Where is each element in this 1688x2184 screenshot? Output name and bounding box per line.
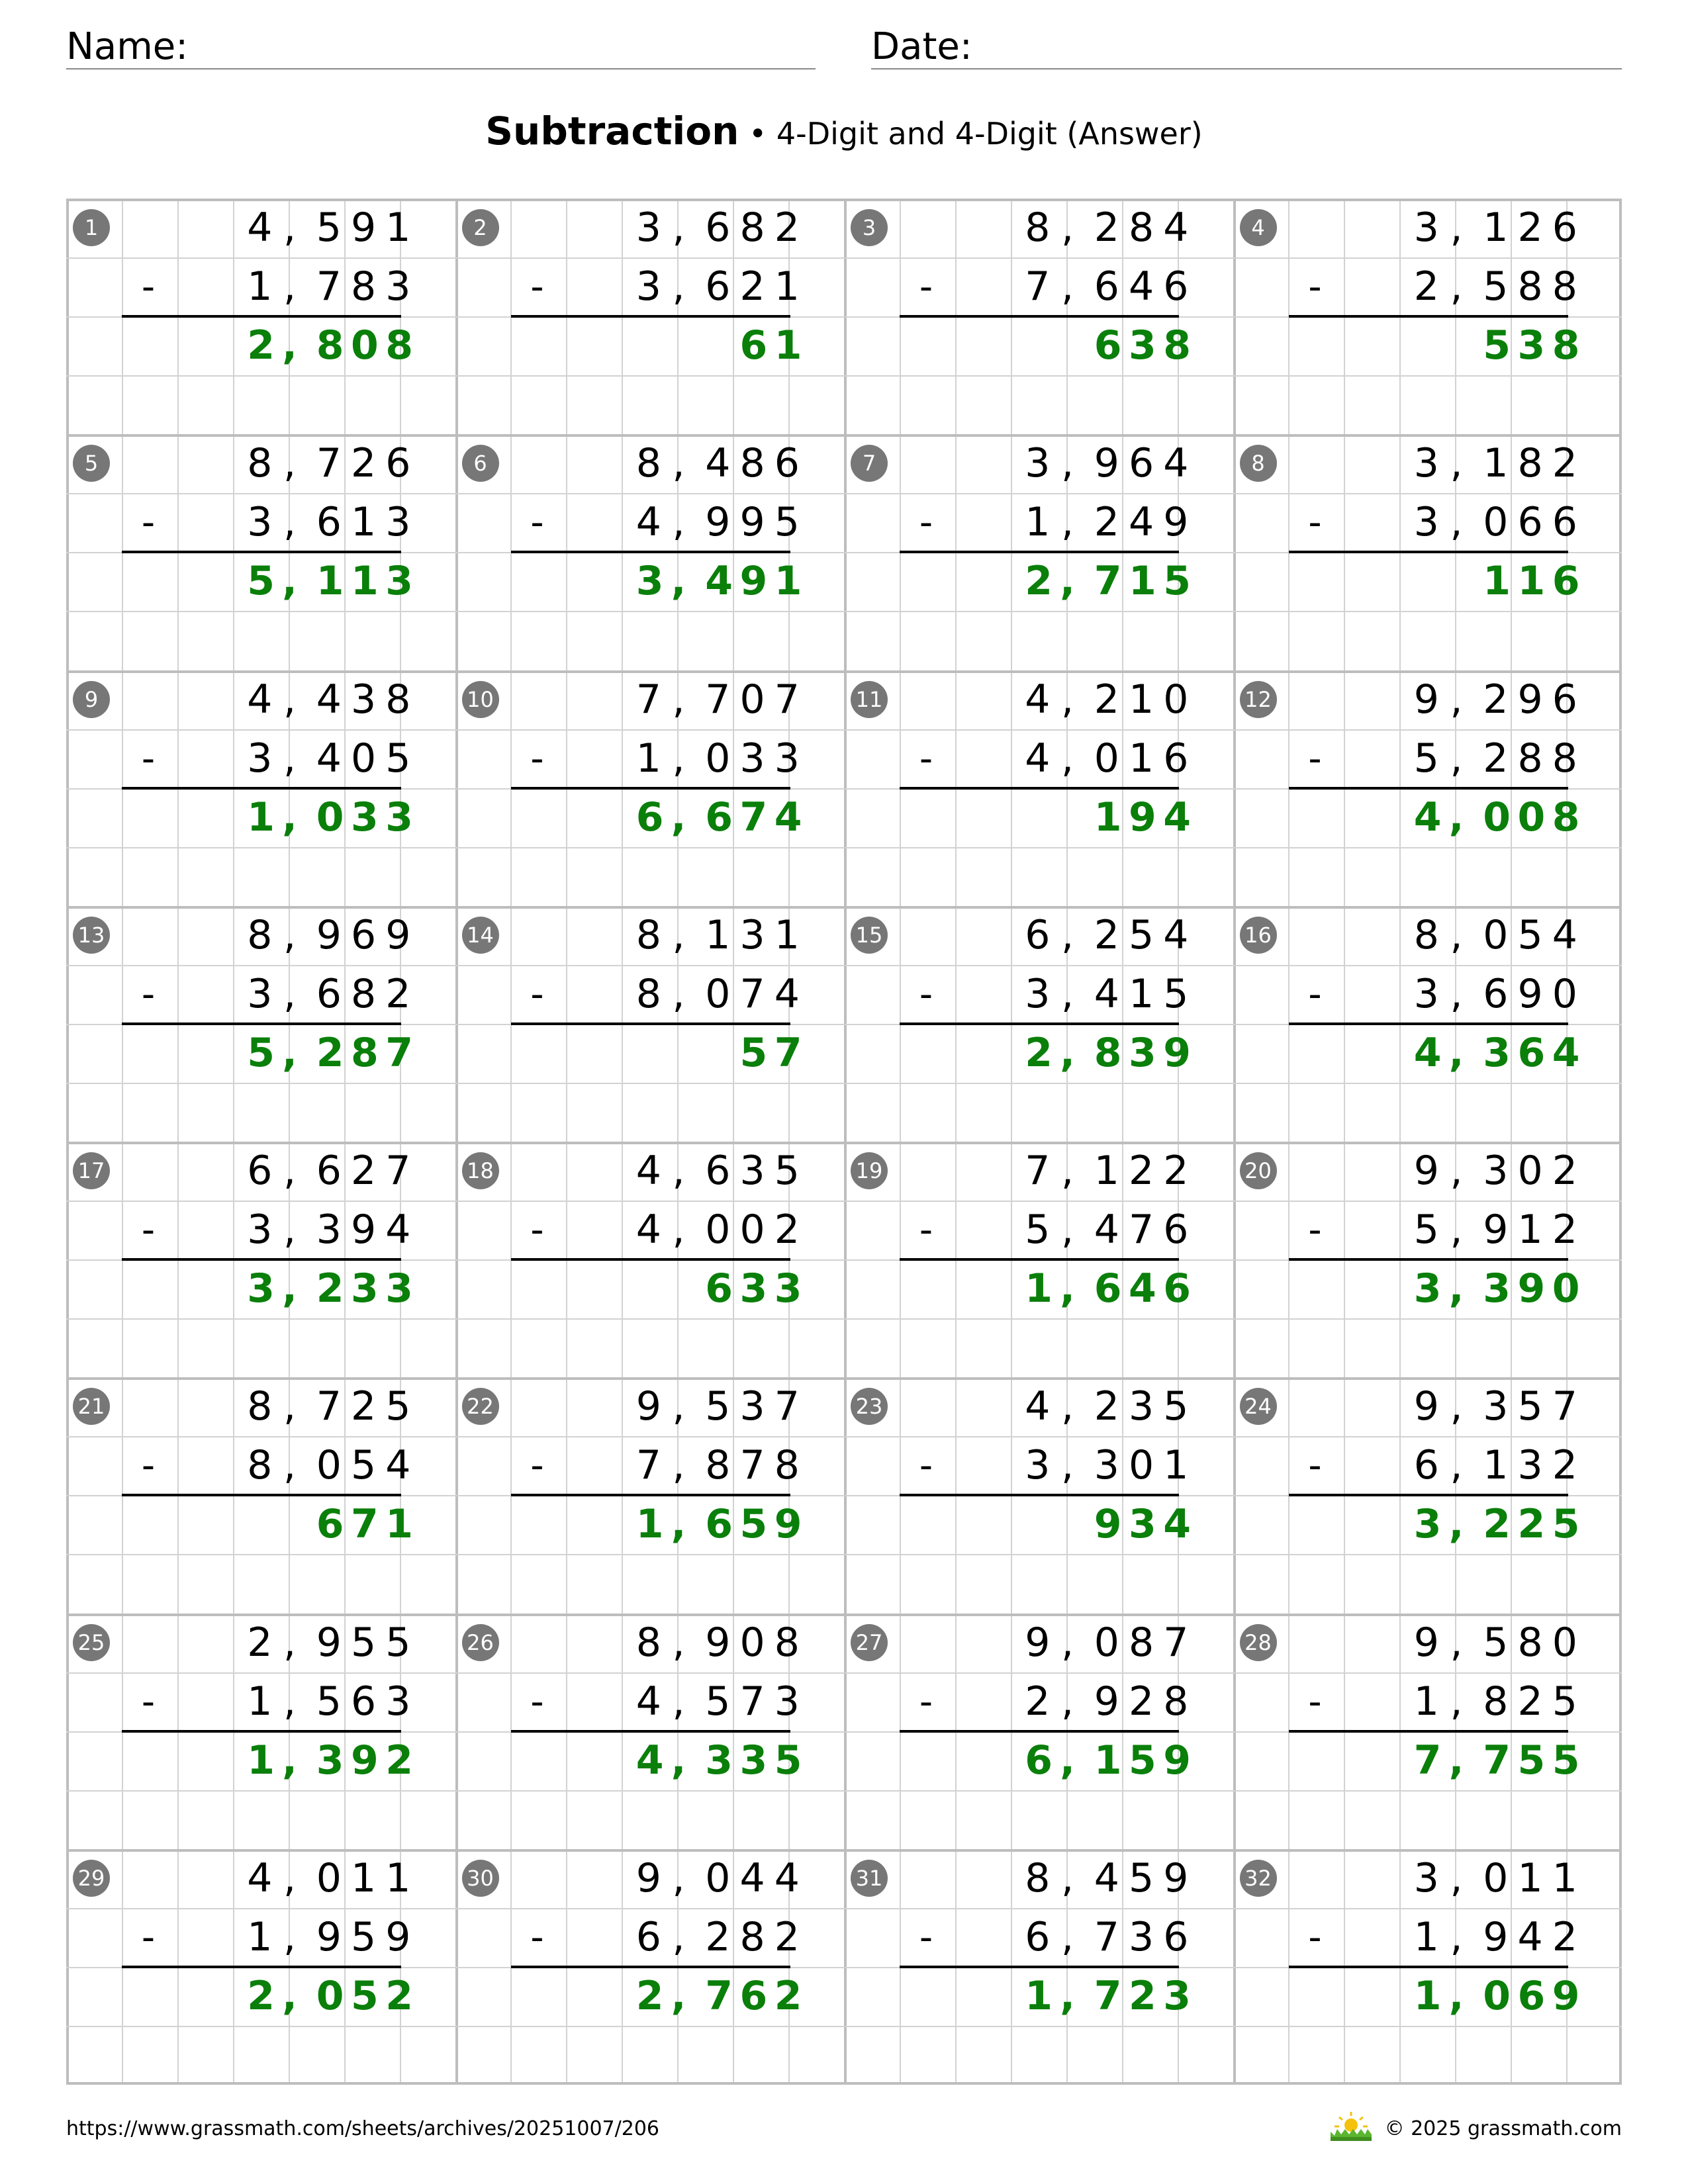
minuend: 8 , 4 5 9 [1025,1854,1189,1901]
problem-number-badge: 12 [1240,681,1277,718]
subtrahend: 1 , 7 8 3 [247,263,411,310]
problem-14 [455,906,845,1142]
minuend: 8 , 1 3 1 [635,911,800,958]
answer: 6 , 6 7 4 [635,794,802,841]
subtrahend: 2 , 9 2 8 [1025,1678,1189,1725]
problem-12 [1233,670,1622,906]
problem-number-badge: 4 [1240,209,1277,246]
answer: 5 3 8 [1483,322,1580,369]
minus-sign: - [530,1915,544,1959]
problem-21 [66,1377,455,1613]
minus-sign: - [1308,1915,1322,1959]
subtrahend: 1 , 0 3 3 [635,735,800,782]
problem-number-badge: 21 [73,1388,110,1425]
answer: 6 3 3 [705,1265,802,1312]
date-line [871,68,1622,69]
subtrahend: 5 , 9 1 2 [1413,1206,1577,1253]
problem-number-badge: 7 [851,445,888,482]
answer: 1 1 6 [1483,558,1580,605]
minuend: 3 , 0 1 1 [1413,1854,1577,1901]
subtrahend: 8 , 0 5 4 [247,1442,411,1489]
minuend: 9 , 0 4 4 [635,1854,800,1901]
subtrahend: 7 , 6 4 6 [1025,263,1189,310]
minus-sign: - [530,501,544,545]
minus-sign: - [919,1680,933,1723]
minus-sign: - [530,1208,544,1252]
problem-number-badge: 18 [462,1152,499,1189]
answer: 5 , 1 1 3 [247,558,413,605]
problem-17 [66,1142,455,1377]
footer-copyright: © 2025 grassmath.com [1384,2117,1622,2140]
answer: 3 , 3 9 0 [1413,1265,1580,1312]
minuend: 4 , 2 1 0 [1025,676,1189,723]
minuend: 8 , 7 2 6 [247,440,411,487]
minus-sign: - [141,1915,156,1959]
problem-number-badge: 5 [73,445,110,482]
subtrahend: 4 , 0 0 2 [635,1206,800,1253]
minuend: 9 , 3 0 2 [1413,1148,1577,1195]
title-subtitle: • 4-Digit and 4-Digit (Answer) [739,116,1203,152]
minus-sign: - [530,265,544,309]
subtrahend: 3 , 0 6 6 [1413,499,1577,546]
footer-url: https://www.grassmath.com/sheets/archives/20251007/206 [66,2117,660,2140]
answer: 3 , 2 3 3 [247,1265,413,1312]
problem-number-badge: 10 [462,681,499,718]
problem-20 [1233,1142,1622,1377]
problem-25 [66,1614,455,1849]
minus-sign: - [919,972,933,1016]
minuend: 9 , 2 9 6 [1413,676,1577,723]
minuend: 4 , 0 1 1 [247,1854,411,1901]
minuend: 8 , 0 5 4 [1413,911,1577,958]
minus-sign: - [141,737,156,780]
worksheet-title [0,105,1688,167]
minuend: 3 , 1 2 6 [1413,205,1577,251]
subtrahend: 6 , 1 3 2 [1413,1442,1577,1489]
answer: 2 , 7 1 5 [1025,558,1191,605]
problem-6 [455,434,845,670]
problem-26 [455,1614,845,1849]
minus-sign: - [919,265,933,309]
problem-27 [844,1614,1233,1849]
problem-number-badge: 31 [851,1860,888,1897]
minuend: 4 , 5 9 1 [247,205,411,251]
answer: 7 , 7 5 5 [1413,1737,1580,1784]
minus-sign: - [141,972,156,1016]
problem-10 [455,670,845,906]
subtrahend: 3 , 4 0 5 [247,735,411,782]
minuend: 3 , 9 6 4 [1025,440,1189,487]
minus-sign: - [141,265,156,309]
problem-number-badge: 13 [73,917,110,954]
problem-15 [844,906,1233,1142]
name-label: Name: [66,25,189,68]
minuend: 9 , 0 8 7 [1025,1619,1189,1666]
name-line [66,68,816,69]
subtrahend: 4 , 5 7 3 [635,1678,800,1725]
problem-16 [1233,906,1622,1142]
problem-19 [844,1142,1233,1377]
minuend: 2 , 9 5 5 [247,1619,411,1666]
answer: 2 , 8 3 9 [1025,1029,1191,1076]
subtrahend: 3 , 4 1 5 [1025,970,1189,1017]
minuend: 4 , 6 3 5 [635,1148,800,1195]
problem-number-badge: 16 [1240,917,1277,954]
minuend: 3 , 6 8 2 [635,205,800,251]
answer: 5 , 2 8 7 [247,1029,413,1076]
minuend: 6 , 6 2 7 [247,1148,411,1195]
minuend: 8 , 9 6 9 [247,911,411,958]
minus-sign: - [919,1208,933,1252]
minuend: 7 , 7 0 7 [635,676,800,723]
minus-sign: - [1308,265,1322,309]
answer: 6 3 8 [1094,322,1191,369]
subtrahend: 1 , 9 5 9 [247,1913,411,1960]
minus-sign: - [1308,972,1322,1016]
problem-7 [844,434,1233,670]
subtrahend: 3 , 3 9 4 [247,1206,411,1253]
answer: 6 7 1 [316,1501,413,1548]
answer: 3 , 4 9 1 [635,558,802,605]
minus-sign: - [919,737,933,780]
problem-32 [1233,1849,1622,2085]
answer: 2 , 0 5 2 [247,1972,413,2019]
minus-sign: - [919,501,933,545]
date-label: Date: [871,25,972,68]
subtrahend: 1 , 2 4 9 [1025,499,1189,546]
subtrahend: 3 , 6 8 2 [247,970,411,1017]
problem-number-badge: 2 [462,209,499,246]
problem-13 [66,906,455,1142]
answer: 2 , 7 6 2 [635,1972,802,2019]
problem-number-badge: 20 [1240,1152,1277,1189]
answer: 6 , 1 5 9 [1025,1737,1191,1784]
answer: 1 9 4 [1094,794,1191,841]
problem-number-badge: 11 [851,681,888,718]
problem-number-badge: 25 [73,1624,110,1661]
subtrahend: 4 , 9 9 5 [635,499,800,546]
problem-30 [455,1849,845,2085]
answer: 4 , 3 6 4 [1413,1029,1580,1076]
problem-11 [844,670,1233,906]
minus-sign: - [1308,1444,1322,1488]
minuend: 8 , 2 8 4 [1025,205,1189,251]
problem-grid [66,199,1622,2085]
subtrahend: 5 , 4 7 6 [1025,1206,1189,1253]
answer: 4 , 3 3 5 [635,1737,802,1784]
minus-sign: - [530,972,544,1016]
problem-number-badge: 30 [462,1860,499,1897]
problem-number-badge: 14 [462,917,499,954]
answer: 2 , 8 0 8 [247,322,413,369]
minus-sign: - [530,1680,544,1723]
problem-4 [1233,199,1622,434]
problem-23 [844,1377,1233,1613]
minus-sign: - [141,1444,156,1488]
problem-number-badge: 23 [851,1388,888,1425]
subtrahend: 6 , 7 3 6 [1025,1913,1189,1960]
problem-29 [66,1849,455,2085]
problem-9 [66,670,455,906]
subtrahend: 3 , 6 1 3 [247,499,411,546]
problem-28 [1233,1614,1622,1849]
answer: 1 , 0 3 3 [247,794,413,841]
subtrahend: 1 , 5 6 3 [247,1678,411,1725]
subtrahend: 3 , 6 2 1 [635,263,800,310]
answer: 1 , 6 5 9 [635,1501,802,1548]
grass-sun-logo-icon [1329,2109,1373,2142]
answer: 3 , 2 2 5 [1413,1501,1580,1548]
problem-number-badge: 9 [73,681,110,718]
answer: 4 , 0 0 8 [1413,794,1580,841]
minus-sign: - [1308,501,1322,545]
subtrahend: 8 , 0 7 4 [635,970,800,1017]
subtrahend: 1 , 8 2 5 [1413,1678,1577,1725]
answer: 9 3 4 [1094,1501,1191,1548]
minuend: 8 , 7 2 5 [247,1383,411,1430]
minus-sign: - [919,1444,933,1488]
minus-sign: - [1308,1680,1322,1723]
minus-sign: - [1308,1208,1322,1252]
minuend: 9 , 5 8 0 [1413,1619,1577,1666]
subtrahend: 2 , 5 8 8 [1413,263,1577,310]
minuend: 4 , 4 3 8 [247,676,411,723]
problem-5 [66,434,455,670]
problem-number-badge: 3 [851,209,888,246]
problem-number-badge: 17 [73,1152,110,1189]
subtrahend: 5 , 2 8 8 [1413,735,1577,782]
minuend: 3 , 1 8 2 [1413,440,1577,487]
minuend: 8 , 9 0 8 [635,1619,800,1666]
problem-number-badge: 8 [1240,445,1277,482]
minus-sign: - [1308,737,1322,780]
problem-22 [455,1377,845,1613]
answer: 1 , 6 4 6 [1025,1265,1191,1312]
problem-number-badge: 29 [73,1860,110,1897]
answer: 1 , 3 9 2 [247,1737,413,1784]
problem-number-badge: 6 [462,445,499,482]
answer: 1 , 7 2 3 [1025,1972,1191,2019]
answer: 1 , 0 6 9 [1413,1972,1580,2019]
minus-sign: - [141,1208,156,1252]
problem-number-badge: 27 [851,1624,888,1661]
subtrahend: 3 , 6 9 0 [1413,970,1577,1017]
problem-number-badge: 24 [1240,1388,1277,1425]
problem-8 [1233,434,1622,670]
minus-sign: - [530,737,544,780]
problem-number-badge: 1 [73,209,110,246]
minus-sign: - [141,501,156,545]
minuend: 4 , 2 3 5 [1025,1383,1189,1430]
problem-18 [455,1142,845,1377]
minuend: 8 , 4 8 6 [635,440,800,487]
problem-number-badge: 32 [1240,1860,1277,1897]
problem-1 [66,199,455,434]
subtrahend: 3 , 3 0 1 [1025,1442,1189,1489]
problem-number-badge: 15 [851,917,888,954]
subtrahend: 1 , 9 4 2 [1413,1913,1577,1960]
minus-sign: - [141,1680,156,1723]
problem-number-badge: 22 [462,1388,499,1425]
problem-number-badge: 28 [1240,1624,1277,1661]
answer: 6 1 [739,322,802,369]
problem-2 [455,199,845,434]
minus-sign: - [530,1444,544,1488]
minuend: 6 , 2 5 4 [1025,911,1189,958]
problem-number-badge: 26 [462,1624,499,1661]
minuend: 9 , 5 3 7 [635,1383,800,1430]
problem-3 [844,199,1233,434]
minuend: 7 , 1 2 2 [1025,1148,1189,1195]
subtrahend: 6 , 2 8 2 [635,1913,800,1960]
problem-24 [1233,1377,1622,1613]
title-main: Subtraction [485,109,739,154]
minus-sign: - [919,1915,933,1959]
problem-number-badge: 19 [851,1152,888,1189]
subtrahend: 4 , 0 1 6 [1025,735,1189,782]
answer: 5 7 [739,1029,802,1076]
problem-31 [844,1849,1233,2085]
minuend: 9 , 3 5 7 [1413,1383,1577,1430]
subtrahend: 7 , 8 7 8 [635,1442,800,1489]
